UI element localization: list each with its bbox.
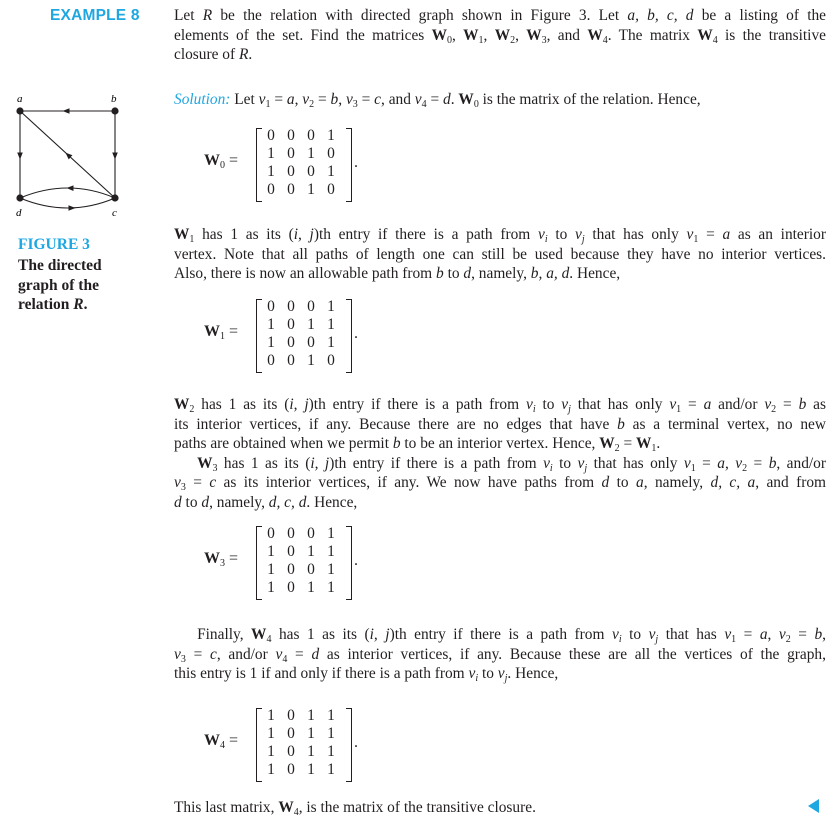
math-variable: d [311,645,320,663]
paragraph-w4 [174,625,826,684]
vertex-c [111,194,118,201]
matrix-entry: 1 [327,761,335,778]
math-variable: $v_1$ [686,226,699,245]
solution-label: Solution: [174,91,231,108]
left-triangle-icon [808,799,819,813]
matrix-entry: 1 [267,145,275,162]
text-line: this entry is 1 if and only if there is a path from $v_i$ to $v_j$. Hence, [174,665,559,685]
figure-caption [18,256,102,315]
matrix-entry: 0 [307,127,315,144]
matrix-entry: 1 [267,761,275,778]
solution-text: Let $v_1 = a$, $v_2 = b$, $v_3 = c$, and $v_4 = d$. $W_0$ is the matrix of the relation. Hence, [230,91,701,110]
matrix-entry: 1 [267,543,275,560]
text-line: closure of R. [174,46,253,64]
matrix-entry: 0 [287,334,295,351]
text-line: This last matrix, $W_4$, is the matrix of the transitive closure. [174,799,536,818]
matrix-entry: 0 [327,181,335,198]
matrix-entry: 1 [307,725,315,742]
matrix-entry: 1 [327,725,335,742]
text-line: $W_1$ has 1 as its (i, j)th entry if there is a path from $v_i$ to $v_j$ that has only $v_1 = a$ as an interior [174,226,826,245]
matrix-entry: 0 [287,145,295,162]
directed-graph-figure [8,90,133,220]
matrix-symbol: $W_4$ [278,799,299,818]
matrix-symbol: $W_0$ [431,26,452,46]
matrix-symbol: $W_1$ [174,226,195,245]
matrix-entry: 0 [287,743,295,760]
matrix-entry: 1 [267,743,275,760]
text-line: $W_2$ has 1 as its (i, j)th entry if there is a path from $v_i$ to $v_j$ that has only $v_1 = a$ and/or $v_2 = b$ as [174,396,826,415]
right-bracket [346,526,352,600]
text-line: elements of the set. Find the matrices $W_0$, $W_1$, $W_2$, $W_3$, and $W_4$. The matrix $W_4$ is the transitive [174,26,826,46]
math-variable: a [759,626,768,643]
matrix-entry: 1 [327,579,335,596]
period: . [354,552,358,569]
math-variable: $v_j$ [577,454,588,474]
matrix-entry: 0 [287,127,295,144]
matrix-entry: 1 [327,707,335,724]
math-variable: c [374,91,382,108]
matrix-entry: 0 [287,725,295,742]
math-variable: i, j [289,396,309,413]
period: . [354,734,358,751]
vertex-label-a: a [17,93,23,105]
matrix-symbol: $W_0$ [458,91,479,110]
matrix-entry: 0 [287,761,295,778]
matrix-symbol: $W_4$ [251,626,272,645]
matrix-label: $W_0$ = [204,152,239,171]
vertex-label-b: b [111,93,117,105]
math-variable: d, c, a [710,474,756,492]
matrix-entry: 0 [287,525,295,542]
matrix-entry: 0 [267,181,275,198]
matrix-entry: 0 [267,298,275,315]
matrix-entry: 0 [287,543,295,560]
text-line: Finally, $W_4$ has 1 as its (i, j)th entry if there is a path from $v_i$ to $v_j$ that has $v_1 = a$, $v_2 = b$, [174,626,826,645]
matrix-entries [261,298,341,370]
matrix-entry: 0 [287,181,295,198]
math-variable: $v_i$ [537,226,548,245]
math-variable: $v_2$ [302,91,315,110]
math-variable: $v_1$ [258,91,271,110]
math-variable: $v_3$ [345,91,358,110]
vertex-b [111,107,118,114]
math-variable: b [392,435,401,453]
math-variable: d, c, d [268,493,307,511]
matrix-entry: 0 [307,561,315,578]
matrix-entry: 0 [327,145,335,162]
math-variable: a [636,474,644,492]
math-variable: b [436,265,444,283]
math-variable: $v_j$ [561,396,571,415]
text-line: d to d, namely, d, c, d. Hence, [174,493,358,511]
matrix-entry: 1 [267,334,275,351]
text-line: vertex. Note that all paths of length one can still be used because they have no interior vertices. [174,245,826,263]
math-variable: $v_2$ [778,626,791,645]
matrix-symbol: $W_2$ [494,26,516,46]
matrix-entry: 0 [267,525,275,542]
math-variable: $v_2$ [764,396,777,415]
paragraph-w1 [174,225,826,284]
matrix-entry: 0 [267,127,275,144]
math-variable: $v_2$ [735,454,748,474]
math-variable: b [814,626,823,643]
matrix-entry: 1 [307,761,315,778]
math-variable: b, a, d [530,265,570,283]
matrix-entry: 1 [307,743,315,760]
matrix-entry: 0 [287,298,295,315]
figure-title: FIGURE 3 [18,236,90,253]
math-variable: $v_i$ [468,665,479,685]
caption-line: relation R. [18,296,88,313]
matrix-entry: 1 [327,561,335,578]
text-line: paths are obtained when we permit b to be an interior vertex. Hence, $W_2 = W_1$. [174,435,661,455]
matrix-entry: 1 [307,707,315,724]
math-variable: $v_i$ [525,396,536,415]
solution-line [174,90,826,110]
matrix-entry: 0 [307,163,315,180]
matrix-entry: 1 [307,181,315,198]
math-variable: b [798,396,807,413]
edge-d-c [20,198,115,208]
matrix-symbol: $W_1$ [463,26,484,46]
math-variable: i, j [310,454,330,472]
math-variable: i, j [293,226,314,243]
math-variable: c [210,645,217,663]
matrix-label: $W_3$ = [204,550,239,569]
math-variable: $v_i$ [611,626,622,645]
matrix-entry: 0 [267,352,275,369]
math-variable: c [209,474,217,492]
matrix-entry: 1 [307,543,315,560]
matrix-entry: 1 [327,334,335,351]
math-variable: i, j [369,626,390,643]
math-variable: a [717,454,725,472]
vertex-label-d: d [16,207,22,219]
matrix-entry: 0 [327,352,335,369]
matrix-entry: 0 [307,525,315,542]
edge-c-a [20,111,115,198]
math-variable: b [330,91,339,108]
math-variable: a [703,396,712,413]
math-variable: a [722,226,731,243]
matrix-symbol: $W_2$ [174,396,195,415]
matrix-entry: 1 [267,316,275,333]
matrix-entry: 1 [327,316,335,333]
math-variable: d [601,474,610,492]
matrix-symbol: $W_2$ [599,435,620,455]
matrix-symbol: $W_4$ [697,26,718,46]
math-variable: R [238,46,249,64]
matrix-entry: 0 [287,352,295,369]
math-variable: $v_1$ [669,396,682,415]
text-line: its interior vertices, if any. Because there are no edges that have b as a terminal vertex, no new [174,415,826,433]
text-line: $v_3 = c$ as its interior vertices, if any. We now have paths from d to a, namely, d, c, a, and from [174,474,826,494]
matrix-label: $W_4$ = [204,732,239,751]
matrix-entry: 0 [307,298,315,315]
matrix-label: $W_1$ = [204,323,239,342]
matrix-entry: 0 [287,316,295,333]
closing-sentence [174,798,826,818]
math-variable: b [617,415,625,433]
vertex-a [16,107,23,114]
math-variable: a [286,91,295,108]
vertex-label-c: c [112,207,117,219]
matrix-entry: 1 [327,543,335,560]
math-variable: $v_4$ [275,645,288,665]
matrix-entry: 1 [307,316,315,333]
matrix-entries [261,707,341,779]
matrix-entry: 1 [327,163,335,180]
matrix-entry: 1 [307,579,315,596]
right-bracket [346,128,352,202]
right-bracket [346,708,352,782]
math-variable: $v_1$ [683,454,696,474]
math-variable: R [202,7,213,24]
matrix-symbol: $W_3$ [526,26,547,46]
math-variable: d [174,493,182,511]
example-intro [174,6,826,65]
math-variable: $v_i$ [543,454,553,474]
math-variable: $v_4$ [414,91,427,110]
math-variable: d [463,265,472,283]
matrix-entry: 1 [267,163,275,180]
math-variable: b [768,454,777,472]
matrix-entry: 0 [287,579,295,596]
math-variable: d [201,493,210,511]
matrix-entries [261,127,341,199]
caption-line: graph of the [18,276,99,294]
matrix-symbol: $W_3$ [197,454,218,474]
matrix-entry: 1 [267,725,275,742]
vertex-d [16,194,23,201]
math-variable: $v_1$ [724,626,737,645]
matrix-entry: 0 [287,561,295,578]
text-line: $W_3$ has 1 as its (i, j)th entry if there is a path from $v_i$ to $v_j$ that has only $v_1 = a$, $v_2 = b$, and/or [197,454,826,474]
text-line: Also, there is now an allowable path from b to d, namely, b, a, d. Hence, [174,265,621,283]
matrix-entry: 1 [327,298,335,315]
math-variable: a, b, c, d [627,7,694,24]
math-variable: d [443,91,451,108]
matrix-entry: 1 [307,145,315,162]
edge-c-d [20,188,115,198]
matrix-entry: 1 [267,707,275,724]
text-line: $v_3 = c$, and/or $v_4 = d$ as interior vertices, if any. Because these are all the vertices of the graph, [174,645,826,665]
period: . [354,154,358,171]
math-variable: $v_j$ [648,626,659,645]
matrix-entry: 0 [307,334,315,351]
right-bracket [346,299,352,373]
matrix-entry: 1 [307,352,315,369]
matrix-entry: 0 [287,707,295,724]
matrix-entry: 1 [327,525,335,542]
matrix-entry: 0 [287,163,295,180]
example-label: EXAMPLE 8 [50,7,140,24]
period: . [354,325,358,342]
matrix-entries [261,525,341,597]
math-variable: $v_3$ [174,474,186,494]
matrix-entry: 1 [267,561,275,578]
paragraph-w2-w3 [174,395,826,513]
matrix-entry: 1 [327,127,335,144]
math-variable: $v_j$ [575,226,585,245]
matrix-entry: 1 [327,743,335,760]
caption-line: The directed [18,257,102,274]
matrix-entry: 1 [267,579,275,596]
math-variable: $v_3$ [174,645,186,665]
matrix-symbol: $W_1$ [636,435,657,455]
math-variable: $v_j$ [497,665,508,685]
matrix-symbol: $W_4$ [587,26,608,46]
text-line: Let R be the relation with directed graph shown in Figure 3. Let a, b, c, d be a listing of the [174,7,827,24]
